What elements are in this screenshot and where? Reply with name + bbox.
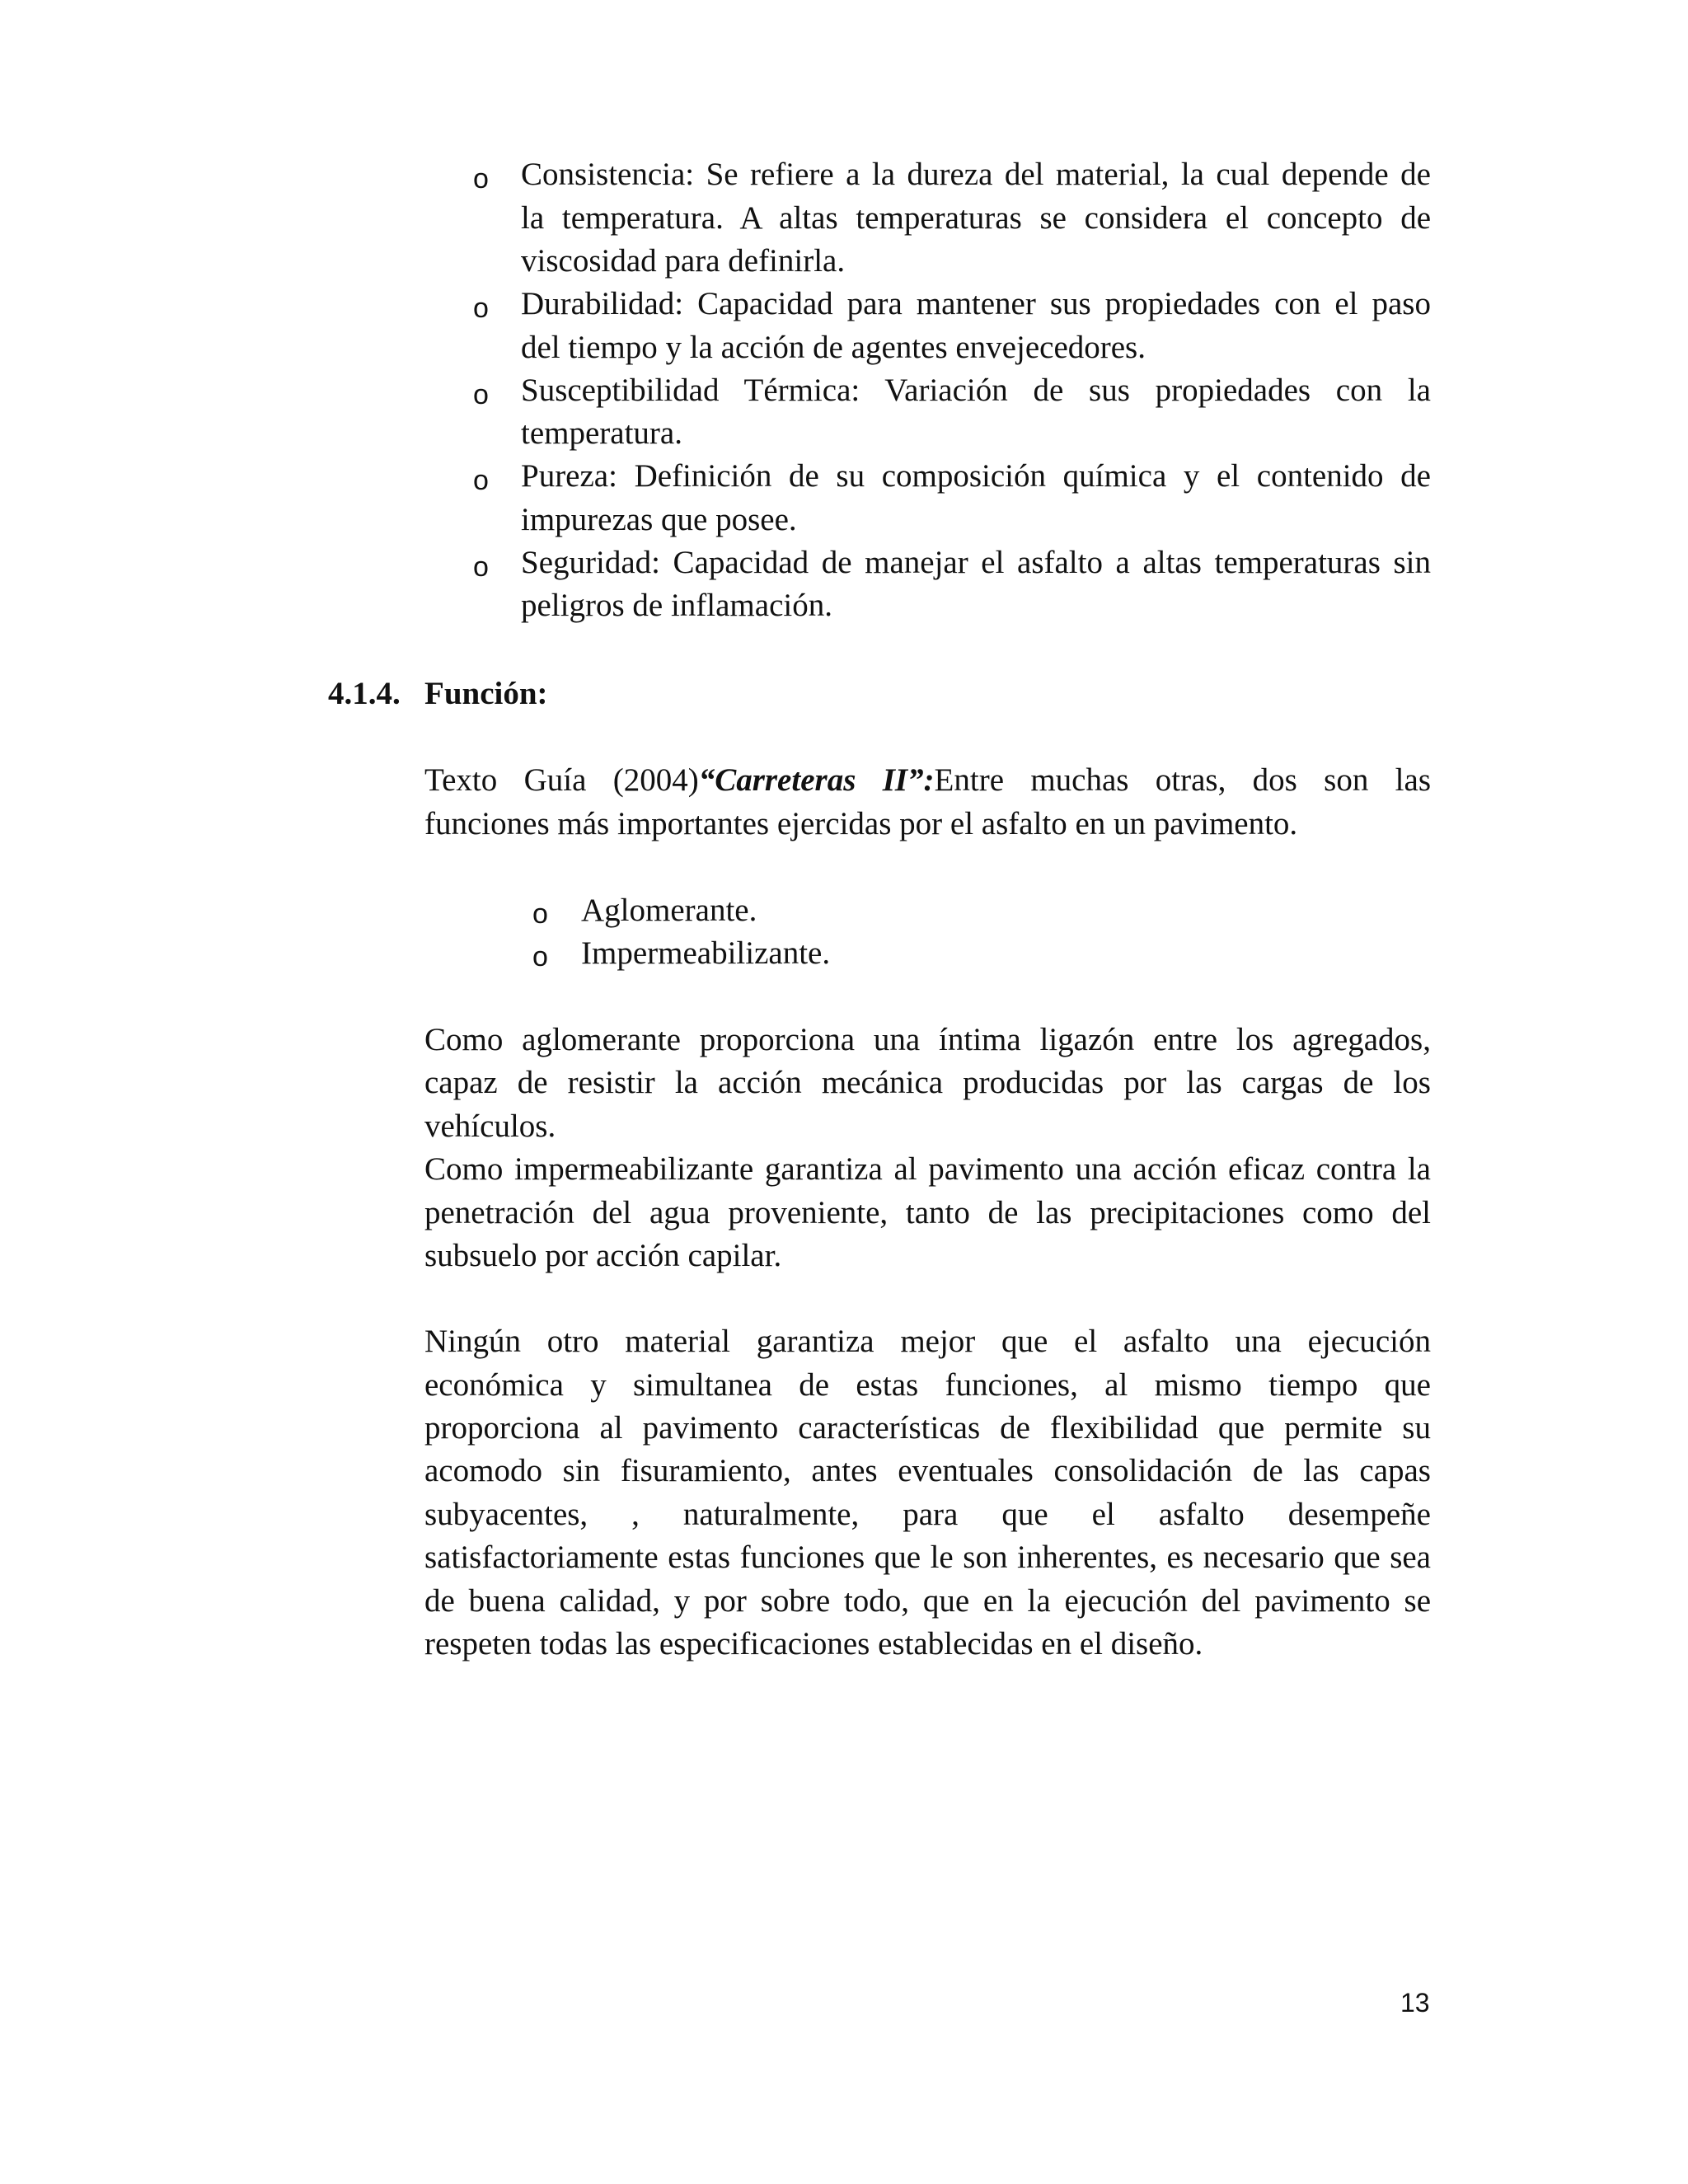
list-item-line: del tiempo y la acción de agentes envejecedores. [521,330,1146,365]
intro-line-2: funciones más importantes ejercidas por el asfalto en un pavimento. [424,806,1298,841]
function-item: Impermeabilizante. [581,935,831,971]
paragraph-line: de buena calidad, y por sobre todo, que en la ejecución del pavimento se [424,1583,1431,1619]
paragraph-line: capaz de resistir la acción mecánica producidas por las cargas de los [424,1065,1431,1100]
paragraph-line: satisfactoriamente estas funciones que le son inherentes, es necesario que sea [424,1540,1431,1575]
paragraph-line: Ningún otro material garantiza mejor que el asfalto una ejecución [424,1324,1431,1359]
citation-author: Texto Guía (2004) [424,762,699,798]
list-bullet: o [473,293,489,324]
paragraph-line: económica y simultanea de estas funciones, al mismo tiempo que [424,1367,1431,1403]
paragraph-line: acomodo sin fisuramiento, antes eventuales consolidación de las capas [424,1453,1431,1488]
list-item-line: Consistencia: Se refiere a la dureza del material, la cual depende de [521,157,1431,192]
intro-text: Entre muchas otras, dos son las [934,762,1432,798]
list-item-line: temperatura. [521,415,682,451]
section-title: Función: [424,676,548,711]
list-item-line: viscosidad para definirla. [521,243,846,279]
list-item-line: Durabilidad: Capacidad para mantener sus propiedades con el paso [521,286,1431,321]
section-number: 4.1.4. [328,676,401,711]
citation-title: “Carreteras II”: [698,762,935,798]
list-item-line: Seguridad: Capacidad de manejar el asfalto a altas temperaturas sin [521,545,1431,580]
intro-line-1 [424,764,1431,796]
list-bullet: o [473,551,489,583]
paragraph-line: proporciona al pavimento características de flexibilidad que permite su [424,1410,1431,1446]
paragraph-line: penetración del agua proveniente, tanto de las precipitaciones como del [424,1195,1431,1230]
list-item-line: Susceptibilidad Térmica: Variación de sus propiedades con la [521,373,1431,408]
paragraph-line: Como aglomerante proporciona una íntima ligazón entre los agregados, [424,1022,1431,1057]
paragraph-line: Como impermeabilizante garantiza al pavimento una acción eficaz contra la [424,1151,1431,1187]
list-bullet: o [532,941,548,972]
list-item-line: peligros de inflamación. [521,588,832,623]
paragraph-line: subsuelo por acción capilar. [424,1238,782,1273]
list-bullet: o [532,898,548,930]
list-item-line: Pureza: Definición de su composición química y el contenido de [521,458,1431,494]
page-number: 13 [1400,1988,1430,2018]
paragraph-line: subyacentes, , naturalmente, para que el asfalto desempeñe [424,1497,1431,1532]
list-item-line: impurezas que posee. [521,502,797,537]
paragraph-line: respeten todas las especificaciones establecidas en el diseño. [424,1626,1203,1661]
paragraph-line: vehículos. [424,1108,556,1144]
list-item-line: la temperatura. A altas temperaturas se considera el concepto de [521,200,1431,236]
function-item: Aglomerante. [581,893,757,928]
list-bullet: o [473,465,489,496]
list-bullet: o [473,163,489,194]
list-bullet: o [473,379,489,410]
